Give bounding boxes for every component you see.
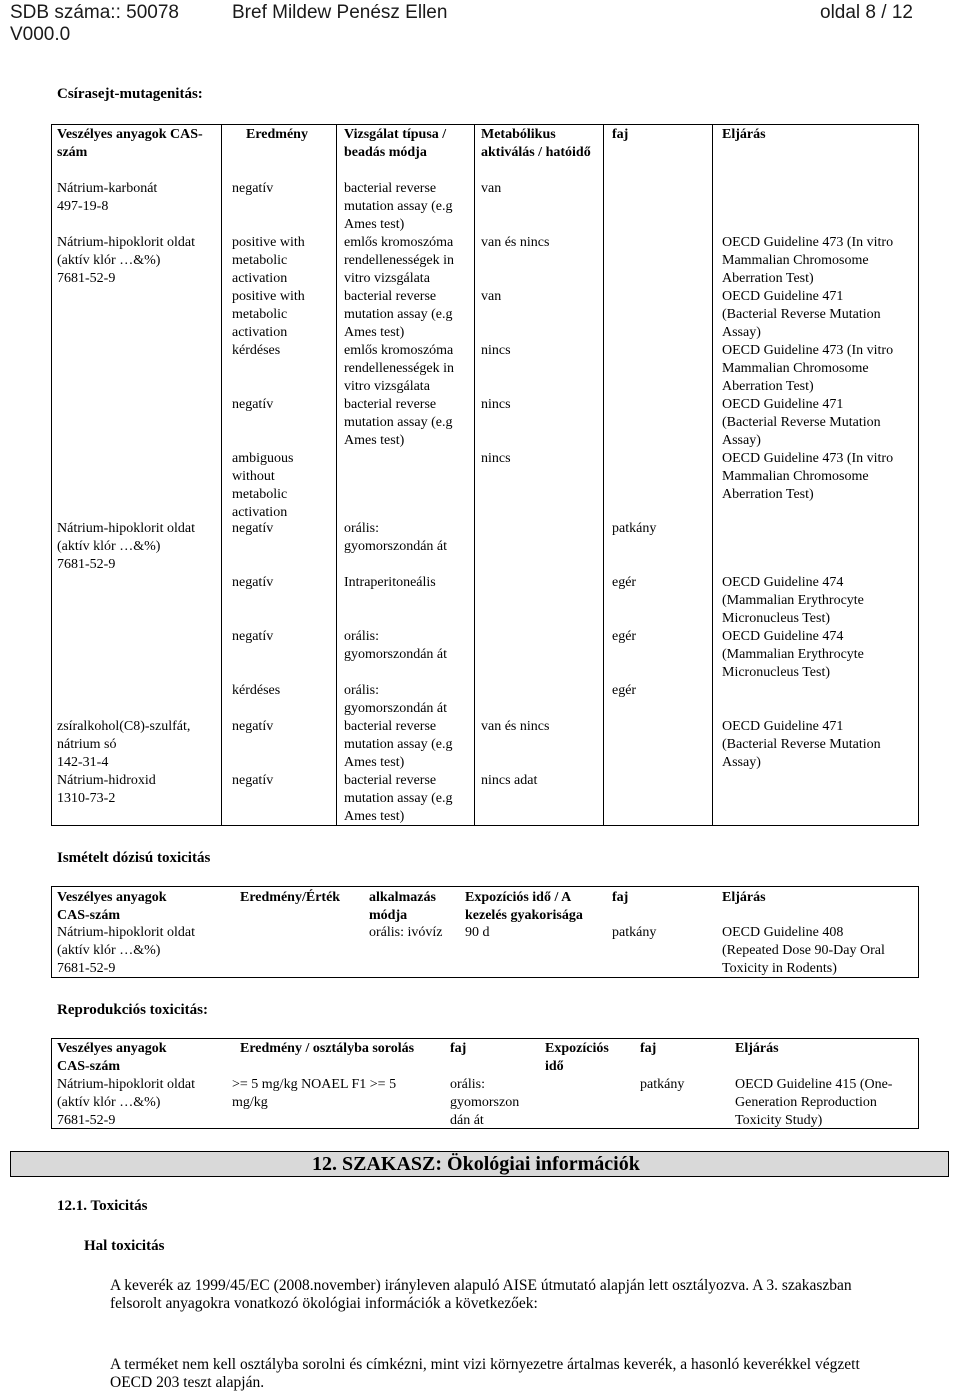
subsection-toxicity: 12.1. Toxicitás (57, 1198, 148, 1214)
test-type-cell: orális: gyomorszondán át (344, 683, 448, 716)
metabolic-cell: van és nincs (481, 719, 550, 734)
species-cell: patkány (640, 1077, 685, 1092)
col-header-species-2: faj (640, 1041, 657, 1056)
route-cell: orális: gyomorszon dán át (450, 1077, 520, 1128)
result-cell: negatív (232, 181, 274, 196)
result-cell: negatív (232, 397, 274, 412)
table-border (336, 124, 337, 825)
table-border (51, 124, 919, 125)
table-border (918, 1038, 919, 1128)
col-header-test-type: Vizsgálat típusa / beadás módja (344, 127, 447, 160)
result-cell: positive with metabolic activation (232, 289, 305, 340)
col-header-metabolic: Metabólikus aktiválás / hatóidő (481, 127, 591, 160)
procedure-cell: OECD Guideline 471 (Bacterial Reverse Mutation Assay) (722, 719, 881, 770)
procedure-cell: OECD Guideline 471 (Bacterial Reverse Mutation Assay) (722, 289, 881, 340)
col-header-exposure: Expozíciós idő (545, 1041, 609, 1074)
substance-cell: Nátrium-hipoklorit oldat (aktív klór …&%) 7681-52-9 (57, 235, 196, 286)
col-header-mode: alkalmazás módja (369, 890, 436, 923)
test-type-cell: bacterial reverse mutation assay (e.g Ames test) (344, 289, 453, 340)
result-cell: negatív (232, 629, 274, 644)
test-type-cell: orális: gyomorszondán át (344, 629, 448, 662)
metabolic-cell: nincs adat (481, 773, 538, 788)
table-border (51, 825, 919, 826)
col-header-result: Eredmény / osztályba sorolás (240, 1041, 415, 1056)
section-title-mutagenicity: Csírasejt-mutagenitás: (57, 86, 203, 102)
result-cell: positive with metabolic activation (232, 235, 305, 286)
table-border (221, 124, 222, 825)
table-border (474, 124, 475, 825)
col-header-species: faj (450, 1041, 467, 1056)
metabolic-cell: nincs (481, 451, 511, 466)
species-cell: patkány (612, 925, 657, 940)
table-border (712, 124, 713, 825)
test-type-cell: Intraperitoneális (344, 575, 436, 590)
result-cell: kérdéses (232, 683, 281, 698)
col-header-result: Eredmény/Érték (240, 890, 341, 905)
test-type-cell: bacterial reverse mutation assay (e.g Ames test) (344, 181, 453, 232)
metabolic-cell: nincs (481, 397, 511, 412)
col-header-procedure: Eljárás (722, 127, 766, 142)
classification-paragraph: A keverék az 1999/45/EC (2008.november) irányleven alapuló AISE útmutató alapján lett osztályozva. A 3. szakaszban felsorolt anyagokra vonatkozó ökológiai információk a következőek: (110, 1277, 852, 1312)
test-type-cell: bacterial reverse mutation assay (e.g Ames test) (344, 397, 453, 448)
procedure-cell: OECD Guideline 408 (Repeated Dose 90-Day Oral Toxicity in Rodents) (722, 925, 885, 976)
sdb-number: SDB száma:: 50078 (10, 2, 179, 23)
test-type-cell: bacterial reverse mutation assay (e.g Ames test) (344, 773, 453, 824)
product-name: Bref Mildew Penész Ellen (232, 2, 448, 23)
section-title-reproductive: Reprodukciós toxicitás: (57, 1002, 208, 1018)
col-header-substance: Veszélyes anyagok CAS-szám (57, 890, 167, 923)
test-type-cell: bacterial reverse mutation assay (e.g Ames test) (344, 719, 453, 770)
metabolic-cell: nincs (481, 343, 511, 358)
table-border (603, 124, 604, 825)
col-header-result: Eredmény (246, 127, 308, 142)
col-header-exposure: Expozíciós idő / A kezelés gyakorisága (465, 890, 583, 923)
procedure-cell: OECD Guideline 474 (Mammalian Erythrocyte Micronucleus Test) (722, 629, 864, 680)
test-type-cell: orális: gyomorszondán át (344, 521, 448, 554)
test-type-cell: emlős kromoszóma rendellenességek in vitro vizsgálata (344, 343, 455, 394)
result-cell: >= 5 mg/kg NOAEL F1 >= 5 mg/kg (232, 1077, 397, 1110)
substance-cell: Nátrium-hipoklorit oldat (aktív klór …&%) 7681-52-9 (57, 1077, 196, 1128)
substance-cell: Nátrium-hidroxid 1310-73-2 (57, 773, 156, 806)
procedure-cell: OECD Guideline 473 (In vitro Mammalian Chromosome Aberration Test) (722, 235, 894, 286)
species-cell: patkány (612, 521, 657, 536)
table-border (918, 886, 919, 977)
procedure-cell: OECD Guideline 415 (One- Generation Reproduction Toxicity Study) (735, 1077, 893, 1128)
metabolic-cell: van és nincs (481, 235, 550, 250)
metabolic-cell: van (481, 289, 502, 304)
col-header-species: faj (612, 127, 629, 142)
page-number: oldal 8 / 12 (820, 2, 913, 23)
col-header-substance: Veszélyes anyagok CAS-szám (57, 1041, 167, 1074)
table-border (51, 1038, 52, 1128)
table-border (918, 124, 919, 825)
table-border (51, 886, 919, 887)
result-cell: ambiguous without metabolic activation (232, 451, 294, 520)
procedure-cell: OECD Guideline 473 (In vitro Mammalian Chromosome Aberration Test) (722, 343, 894, 394)
test-type-cell: emlős kromoszóma rendellenességek in vitro vizsgálata (344, 235, 455, 286)
mode-cell: orális: ivóvíz (369, 925, 443, 940)
substance-cell: Nátrium-hipoklorit oldat (aktív klór …&%) 7681-52-9 (57, 521, 196, 572)
section-title-repeated-dose: Ismételt dózisú toxicitás (57, 850, 211, 866)
table-border (51, 886, 52, 977)
procedure-cell: OECD Guideline 471 (Bacterial Reverse Mutation Assay) (722, 397, 881, 448)
substance-cell: zsíralkohol(C8)-szulfát, nátrium só 142-31-4 (57, 719, 191, 770)
classification-note: A terméket nem kell osztályba sorolni és címkézni, mint vizi környezetre ártalmas keverék, a hasonló keverékkel végzett OECD 203 teszt alapján. (110, 1356, 860, 1391)
section-12-title: 12. SZAKASZ: Ökológiai információk (312, 1153, 640, 1175)
procedure-cell: OECD Guideline 474 (Mammalian Erythrocyte Micronucleus Test) (722, 575, 864, 626)
substance-cell: Nátrium-karbonát 497-19-8 (57, 181, 158, 214)
table-border (51, 124, 52, 825)
result-cell: kérdéses (232, 343, 281, 358)
result-cell: negatív (232, 773, 274, 788)
exposure-cell: 90 d (465, 925, 490, 940)
procedure-cell: OECD Guideline 473 (In vitro Mammalian Chromosome Aberration Test) (722, 451, 894, 502)
result-cell: negatív (232, 719, 274, 734)
species-cell: egér (612, 575, 637, 590)
result-cell: negatív (232, 575, 274, 590)
col-header-species: faj (612, 890, 629, 905)
table-border (51, 1038, 919, 1039)
fish-toxicity-title: Hal toxicitás (84, 1238, 165, 1254)
col-header-substance: Veszélyes anyagok CAS-szám (57, 127, 203, 160)
col-header-procedure: Eljárás (722, 890, 766, 905)
substance-cell: Nátrium-hipoklorit oldat (aktív klór …&%) 7681-52-9 (57, 925, 196, 976)
species-cell: egér (612, 629, 637, 644)
species-cell: egér (612, 683, 637, 698)
metabolic-cell: van (481, 181, 502, 196)
result-cell: negatív (232, 521, 274, 536)
col-header-procedure: Eljárás (735, 1041, 779, 1056)
version: V000.0 (10, 24, 71, 45)
